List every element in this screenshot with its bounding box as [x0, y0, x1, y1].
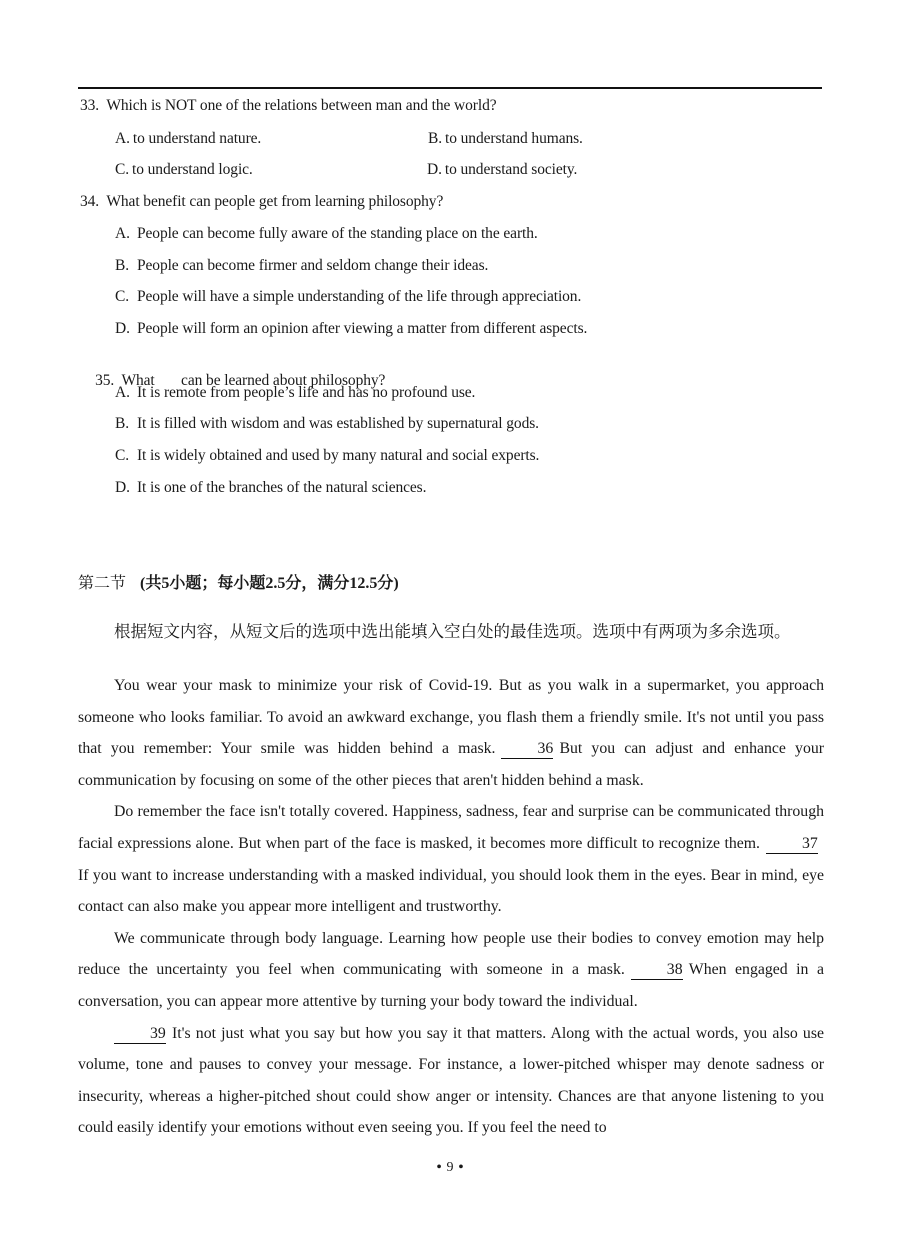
- question-stem: Which is NOT one of the relations between man and the world?: [106, 97, 497, 114]
- option-33-b[interactable]: [428, 129, 583, 149]
- blank-37[interactable]: 37: [766, 835, 818, 854]
- option-34-d[interactable]: [115, 319, 587, 339]
- reading-passage: [78, 670, 824, 1144]
- paragraph-text: But you can adjust and enhance your communication by focusing on some of the other pieces that aren't hidden behind a mask.: [78, 740, 824, 789]
- option-35-b[interactable]: [115, 414, 539, 434]
- option-33-c[interactable]: [115, 160, 253, 180]
- question-stem: What can be learned about philosophy?: [121, 372, 386, 389]
- option-text: to understand society.: [444, 161, 578, 178]
- option-34-a[interactable]: [115, 224, 538, 244]
- section-label: 第二节: [78, 575, 127, 592]
- option-text: People can become firmer and seldom change their ideas.: [137, 257, 489, 274]
- paragraph-text: If you want to increase understanding with a masked individual, you should look them in the eyes. Bear in mind, eye contact can also make you appear more intelligent and trustworthy.: [78, 866, 824, 916]
- option-35-d[interactable]: [115, 478, 426, 498]
- option-text: It is remote from people’s life and has no profound use.: [137, 384, 476, 401]
- paragraph-text: When engaged in a conversation, you can appear more attentive by turning your body toward the individual.: [78, 961, 824, 1010]
- question-number: 34.: [80, 193, 100, 210]
- question-number: 35.: [95, 372, 115, 389]
- option-text: People can become fully aware of the standing place on the earth.: [137, 225, 538, 242]
- blank-36[interactable]: 36: [501, 740, 553, 759]
- passage-paragraph-1: [78, 670, 824, 796]
- option-letter: A.: [115, 225, 130, 242]
- bullet-dot: •: [458, 1160, 464, 1175]
- option-letter: A.: [115, 130, 130, 147]
- option-letter: C.: [115, 161, 130, 178]
- option-letter: B.: [115, 257, 130, 274]
- paragraph-text: Do remember the face isn't totally covered. Happiness, sadness, fear and surprise can be communicated through facial expressions alone. But when part of the face is masked, it becomes more difficult to recognize them.: [78, 803, 824, 852]
- option-letter: B.: [428, 130, 443, 147]
- option-33-d[interactable]: [427, 160, 577, 180]
- question-number: 33.: [80, 97, 100, 114]
- option-text: It is widely obtained and used by many natural and social experts.: [137, 447, 540, 464]
- option-35-c[interactable]: [115, 446, 539, 466]
- paragraph-text: You wear your mask to minimize your risk of Covid-19. But as you walk in a supermarket, you approach someone who looks familiar. To avoid an awkward exchange, you flash them a friendly smile. It's not until you pass that you remember: Your smile was hidden behind a mask.: [78, 677, 824, 758]
- section-instruction: 根据短文内容，从短文后的选项中选出能填入空白处的最佳选项。选项中有两项为多余选项。: [114, 622, 791, 641]
- option-34-c[interactable]: [115, 287, 581, 307]
- blank-39[interactable]: 39: [114, 1025, 166, 1044]
- question-stem: What benefit can people get from learning philosophy?: [106, 193, 444, 210]
- option-letter: D.: [427, 161, 442, 178]
- option-34-b[interactable]: [115, 256, 488, 276]
- option-33-a[interactable]: [115, 129, 261, 149]
- paragraph-text: It's not just what you say but how you say it that matters. Along with the actual words, you also use volume, tone and pauses to convey your message. For instance, a lower-pitched whisper may denote sadness or insecurity, whereas a higher-pitched shout could show anger or intensity. Chances are that anyone listening to you could easily identify your emotions without even seeing you. If you feel the need to: [78, 1024, 824, 1137]
- question-34: [80, 192, 443, 212]
- option-letter: A.: [115, 384, 130, 401]
- passage-paragraph-2: [78, 796, 824, 922]
- page-number: [0, 1159, 900, 1177]
- section-title: [78, 574, 399, 594]
- question-33: [80, 96, 497, 116]
- option-text: It is filled with wisdom and was established by supernatural gods.: [137, 415, 539, 432]
- page-number-value: 9: [446, 1160, 454, 1175]
- header-rule: [78, 87, 822, 89]
- option-text: People will have a simple understanding of the life through appreciation.: [137, 288, 582, 305]
- option-letter: D.: [115, 320, 130, 337]
- option-text: to understand nature.: [132, 130, 262, 147]
- option-letter: D.: [115, 479, 130, 496]
- option-text: to understand logic.: [132, 161, 253, 178]
- blank-38[interactable]: 38: [631, 961, 683, 980]
- bullet-dot: •: [436, 1160, 442, 1175]
- option-text: It is one of the branches of the natural sciences.: [137, 479, 427, 496]
- option-text: to understand humans.: [445, 130, 583, 147]
- option-35-a[interactable]: [115, 383, 475, 403]
- passage-paragraph-3: [78, 923, 824, 1018]
- option-letter: B.: [115, 415, 130, 432]
- option-letter: C.: [115, 288, 130, 305]
- option-letter: C.: [115, 447, 130, 464]
- option-text: People will form an opinion after viewing a matter from different aspects.: [137, 320, 588, 337]
- section-info: (共5小题；每小题2.5分，满分12.5分): [140, 575, 399, 592]
- passage-paragraph-4: [78, 1018, 824, 1144]
- paragraph-text: We communicate through body language. Learning how people use their bodies to convey emotion may help reduce the uncertainty you feel when communicating with someone in a mask.: [78, 929, 824, 979]
